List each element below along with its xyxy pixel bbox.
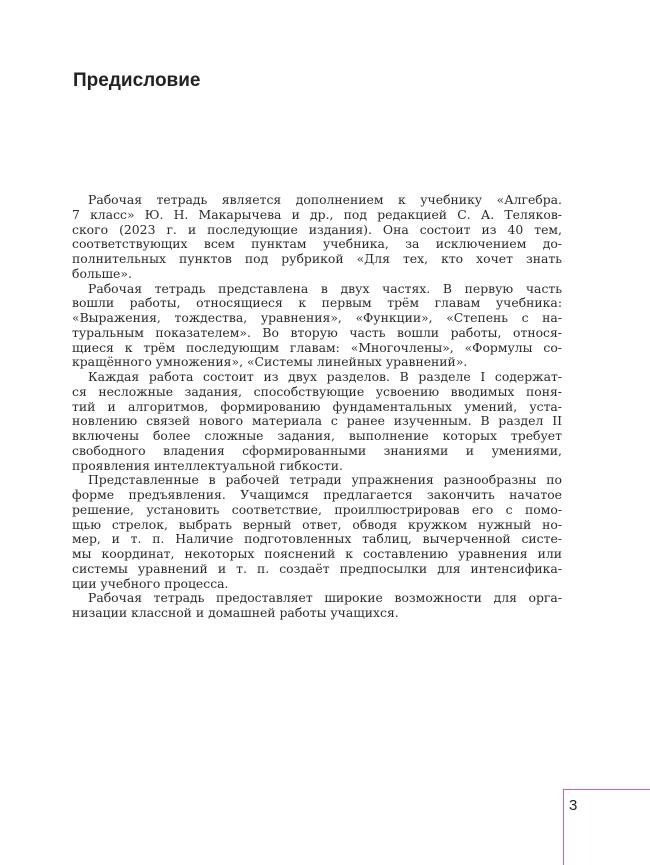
text-line: вошли работы, относящиеся к первым трём главам учебника: (72, 295, 562, 311)
text-line: туральным показателем». Во вторую часть вошли работы, относя- (72, 324, 562, 340)
text-line: «Выражения, тождества, уравнения», «Функции», «Степень с на- (72, 310, 562, 325)
text-line: Рабочая тетрадь предоставляет широкие возможности для орга- (88, 590, 562, 606)
text-line: Рабочая тетрадь является дополнением к учебнику «Алгебра. (88, 192, 562, 207)
text-line: ся несложные задания, способствующие усвоению вводимых поня- (72, 383, 562, 399)
text-line: Рабочая тетрадь представлена в двух частях. В первую часть (88, 280, 562, 296)
text-line: 7 класс» Ю. Н. Макарычева и др., под редакцией С. А. Теляков- (72, 206, 562, 222)
text-line: решение, установить соответствие, проиллюстрировав его с помо- (72, 501, 562, 517)
text-line: мер, и т. п. Наличие подготовленных таблиц, вычерченной систе- (72, 531, 562, 547)
text-line: щиеся к трём последующим главам: «Многочлены», «Формулы со- (72, 339, 562, 355)
text-line: низации классной и домашней работы учащихся. (72, 605, 399, 620)
text-line: тий и алгоритмов, формированию фундаментальных умений, уста- (72, 398, 562, 414)
paragraph (72, 591, 562, 621)
text-line: ции учебного процесса. (72, 575, 229, 591)
text-line: новлению связей нового материала с ранее изученным. В раздел II (72, 413, 562, 429)
text-line: соответствующих всем пунктам учебника, за исключением до- (72, 236, 562, 252)
text-line: системы уравнений и т. п. создаёт предпосылки для интенсифика- (72, 560, 562, 576)
paragraph (72, 370, 562, 473)
paragraph (72, 473, 562, 591)
page-corner-top-line (563, 789, 650, 790)
text-line: Каждая работа состоит из двух разделов. В разделе I содержат- (88, 369, 562, 384)
page-number: 3 (569, 797, 578, 814)
text-line: свободного владения сформированными знаниями и умениями, (72, 442, 562, 458)
page-corner-left-line (563, 789, 564, 865)
page-title: Предисловие (73, 70, 201, 91)
text-line: кращённого умножения», «Системы линейных уравнений». (72, 354, 468, 370)
text-line: больше». (72, 265, 132, 281)
preface-body (72, 193, 562, 621)
text-line: мы координат, некоторых пояснений к составлению уравнения или (72, 546, 562, 561)
text-line: полнительных пунктов под рубрикой «Для тех, кто хочет знать (72, 251, 562, 266)
text-line: щью стрелок, выбрать верный ответ, обводя кружком нужный но- (72, 516, 562, 532)
paragraph (72, 193, 562, 282)
text-line: Представленные в рабочей тетради упражнения разнообразны по (88, 472, 562, 488)
text-line: ского (2023 г. и последующие издания). Она состоит из 40 тем, (72, 221, 562, 237)
text-line: проявления интеллектуальной гибкости. (72, 457, 343, 473)
text-line: включены более сложные задания, выполнение которых требует (72, 428, 562, 443)
text-line: форме предъявления. Учащимся предлагается закончить начатое (72, 487, 562, 502)
paragraph (72, 282, 562, 371)
